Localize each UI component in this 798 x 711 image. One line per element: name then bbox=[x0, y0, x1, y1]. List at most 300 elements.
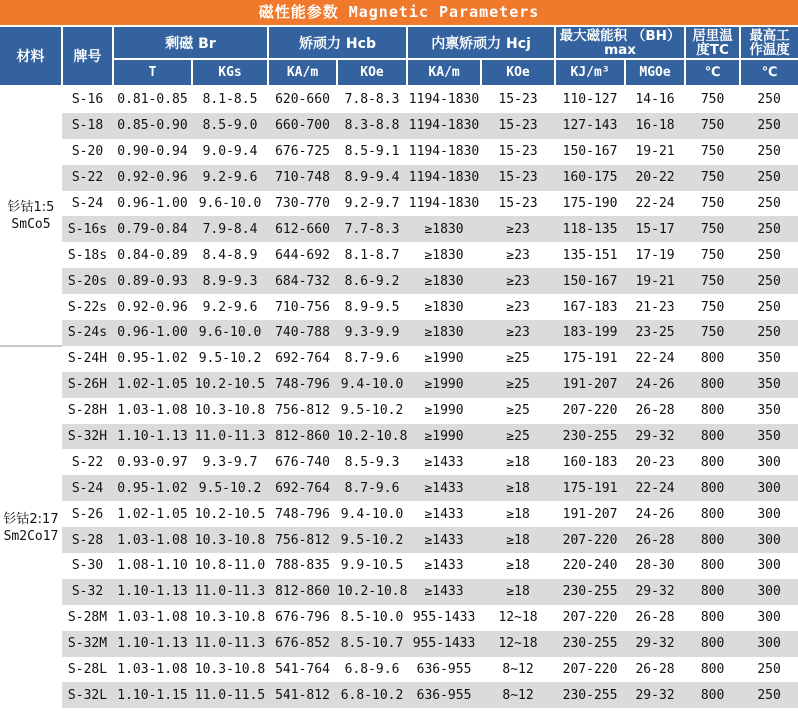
br-kgs-cell: 9.5-10.2 bbox=[192, 475, 268, 501]
max-working-temp-cell: 300 bbox=[740, 579, 798, 605]
br-kgs-cell: 10.2-10.5 bbox=[192, 372, 268, 398]
bhmax-mgoe-cell: 29-32 bbox=[625, 682, 685, 708]
curie-temp-cell: 800 bbox=[685, 527, 740, 553]
br-kgs-cell: 7.9-8.4 bbox=[192, 216, 268, 242]
max-working-temp-cell: 300 bbox=[740, 527, 798, 553]
hcj-koe-cell: 15-23 bbox=[498, 92, 538, 108]
bhmax-kjm3-cell: 183-199 bbox=[555, 320, 625, 346]
hcb-koe-cell: 9.4-10.0 bbox=[337, 372, 407, 398]
col-header-intrinsic-coercivity-hcj: 内禀矫顽力 Hcj bbox=[407, 27, 555, 59]
hcj-koe-cell: ≥18 bbox=[506, 454, 530, 470]
max-working-temp-cell: 300 bbox=[757, 454, 781, 470]
bhmax-kjm3-cell: 160-175 bbox=[555, 165, 625, 191]
max-working-temp-cell: 250 bbox=[740, 268, 798, 294]
hcj-koe-cell: 8~12 bbox=[502, 662, 534, 678]
br-t-cell: 0.95-1.02 bbox=[113, 475, 192, 501]
grade-cell: S-20 bbox=[71, 144, 104, 160]
hcb-kam-cell: 730-770 bbox=[275, 196, 330, 211]
hcb-koe-cell: 8.7-9.6 bbox=[344, 351, 400, 367]
grade-cell: S-18 bbox=[62, 113, 113, 139]
table-row bbox=[0, 113, 798, 139]
br-kgs-cell: 8.1-8.5 bbox=[202, 92, 258, 108]
bhmax-kjm3-cell: 207-220 bbox=[562, 610, 618, 626]
table-row bbox=[0, 139, 798, 165]
unit-hcb-kam: KA/m bbox=[268, 59, 337, 86]
curie-temp-cell: 800 bbox=[685, 475, 740, 501]
grade-cell: S-32M bbox=[62, 631, 113, 657]
grade-cell: S-16 bbox=[71, 92, 104, 108]
table-row bbox=[0, 475, 798, 501]
hcj-koe-cell: ≥23 bbox=[506, 247, 530, 263]
curie-temp-cell: 800 bbox=[700, 610, 725, 626]
table-row bbox=[0, 268, 798, 294]
unit-tesla: T bbox=[113, 59, 192, 86]
br-kgs-cell: 11.0-11.3 bbox=[192, 424, 268, 450]
bhmax-mgoe-cell: 29-32 bbox=[625, 579, 685, 605]
bhmax-mgoe-cell: 29-32 bbox=[625, 424, 685, 450]
br-t-cell: 0.95-1.02 bbox=[117, 351, 188, 367]
max-working-temp-cell: 250 bbox=[757, 247, 781, 263]
grade-cell: S-28M bbox=[67, 610, 108, 626]
curie-temp-cell: 800 bbox=[685, 631, 740, 657]
hcb-kam-cell: 740-788 bbox=[268, 320, 337, 346]
max-working-temp-cell: 250 bbox=[740, 682, 798, 708]
br-kgs-cell: 9.2-9.6 bbox=[192, 165, 268, 191]
br-kgs-cell: 8.4-8.9 bbox=[202, 247, 258, 263]
br-kgs-cell: 8.5-9.0 bbox=[192, 113, 268, 139]
br-t-cell: 0.85-0.90 bbox=[113, 113, 192, 139]
br-t-cell: 1.03-1.08 bbox=[117, 403, 188, 419]
unit-maxtemp-celsius: ℃ bbox=[740, 59, 798, 86]
hcj-kam-cell: ≥1433 bbox=[424, 558, 464, 574]
table-row bbox=[0, 320, 798, 346]
bhmax-kjm3-cell: 207-220 bbox=[562, 403, 618, 419]
bhmax-mgoe-cell: 19-21 bbox=[635, 144, 675, 160]
hcj-koe-cell: ≥23 bbox=[506, 299, 530, 315]
col-header-coercivity-hcb: 矫顽力 Hcb bbox=[268, 27, 407, 59]
hcb-koe-cell: 8.3-8.8 bbox=[337, 113, 407, 139]
table-row bbox=[0, 527, 798, 553]
br-t-cell: 1.02-1.05 bbox=[113, 372, 192, 398]
material-name-formula: Sm2Co17 bbox=[3, 528, 59, 544]
curie-temp-cell: 750 bbox=[700, 299, 725, 315]
hcj-koe-cell: 15-23 bbox=[481, 165, 555, 191]
table-title: 磁性能参数 Magnetic Parameters bbox=[0, 0, 798, 27]
hcb-koe-cell: 9.4-10.0 bbox=[340, 506, 404, 522]
hcj-kam-cell: ≥1830 bbox=[407, 320, 481, 346]
hcj-kam-cell: ≥1433 bbox=[407, 579, 481, 605]
bhmax-mgoe-cell: 28-30 bbox=[635, 558, 675, 574]
hcb-kam-cell: 684-732 bbox=[268, 268, 337, 294]
parameters-table bbox=[0, 27, 798, 708]
grade-cell: S-28 bbox=[62, 527, 113, 553]
curie-temp-cell: 750 bbox=[700, 247, 725, 263]
hcb-koe-cell: 6.8-9.6 bbox=[344, 662, 400, 678]
br-kgs-cell: 9.3-9.7 bbox=[202, 454, 258, 470]
hcb-koe-cell: 10.2-10.8 bbox=[337, 424, 407, 450]
hcj-kam-cell: ≥1990 bbox=[424, 403, 464, 419]
br-t-cell: 0.92-0.96 bbox=[113, 165, 192, 191]
curie-temp-cell: 800 bbox=[700, 351, 725, 367]
max-working-temp-cell: 350 bbox=[740, 372, 798, 398]
grade-cell: S-28L bbox=[67, 662, 108, 678]
bhmax-kjm3-cell: 150-167 bbox=[555, 268, 625, 294]
table-row bbox=[0, 216, 798, 242]
hcj-kam-cell: ≥1433 bbox=[424, 506, 464, 522]
br-kgs-cell: 10.3-10.8 bbox=[194, 610, 266, 626]
hcj-koe-cell: 12~18 bbox=[498, 610, 538, 626]
hcj-kam-cell: ≥1433 bbox=[424, 454, 464, 470]
hcj-kam-cell: ≥1433 bbox=[407, 475, 481, 501]
table-row bbox=[0, 398, 798, 424]
table-row bbox=[0, 165, 798, 191]
bhmax-mgoe-cell: 14-16 bbox=[635, 92, 675, 108]
br-t-cell: 0.93-0.97 bbox=[117, 454, 188, 470]
hcj-koe-cell: 8~12 bbox=[481, 682, 555, 708]
bhmax-kjm3-cell: 230-255 bbox=[555, 424, 625, 450]
hcb-kam-cell: 541-812 bbox=[268, 682, 337, 708]
hcj-kam-cell: 1194-1830 bbox=[407, 165, 481, 191]
hcj-koe-cell: ≥25 bbox=[481, 372, 555, 398]
bhmax-kjm3-cell: 175-190 bbox=[562, 196, 618, 211]
col-header-material: 材料 bbox=[0, 27, 62, 86]
grade-cell: S-32 bbox=[62, 579, 113, 605]
hcj-kam-cell: ≥1830 bbox=[407, 216, 481, 242]
hcb-kam-cell: 644-692 bbox=[275, 247, 330, 263]
br-t-cell: 0.89-0.93 bbox=[113, 268, 192, 294]
bhmax-kjm3-cell: 167-183 bbox=[562, 299, 618, 315]
hcb-kam-cell: 756-812 bbox=[275, 403, 330, 419]
col-header-remanence: 剩磁 Br bbox=[113, 27, 268, 59]
hcb-kam-cell: 612-660 bbox=[268, 216, 337, 242]
hcb-koe-cell: 9.5-10.2 bbox=[337, 527, 407, 553]
curie-temp-cell: 750 bbox=[700, 92, 725, 108]
hcj-kam-cell: ≥1433 bbox=[407, 527, 481, 553]
bhmax-mgoe-cell: 15-17 bbox=[625, 216, 685, 242]
bhmax-kjm3-cell: 207-220 bbox=[562, 662, 618, 678]
hcb-kam-cell: 710-756 bbox=[275, 299, 330, 315]
material-group-cell bbox=[0, 346, 62, 708]
bhmax-mgoe-cell: 22-24 bbox=[635, 196, 675, 211]
hcb-koe-cell: 10.2-10.8 bbox=[337, 579, 407, 605]
hcb-kam-cell: 676-852 bbox=[268, 631, 337, 657]
br-t-cell: 0.81-0.85 bbox=[117, 92, 188, 108]
bhmax-mgoe-cell: 17-19 bbox=[635, 247, 675, 263]
hcb-koe-cell: 8.5-9.3 bbox=[344, 454, 400, 470]
max-working-temp-cell: 300 bbox=[740, 631, 798, 657]
br-t-cell: 1.03-1.08 bbox=[117, 662, 188, 678]
grade-cell: S-24H bbox=[67, 351, 108, 367]
grade-cell: S-28H bbox=[67, 403, 108, 419]
grade-cell: S-18s bbox=[67, 247, 108, 263]
max-working-temp-cell: 300 bbox=[757, 558, 781, 574]
hcb-kam-cell: 756-812 bbox=[268, 527, 337, 553]
bhmax-mgoe-cell: 24-26 bbox=[625, 372, 685, 398]
bhmax-mgoe-cell: 26-28 bbox=[625, 527, 685, 553]
br-t-cell: 0.96-1.00 bbox=[113, 320, 192, 346]
hcb-kam-cell: 541-764 bbox=[275, 662, 330, 678]
col-header-max-working-temperature: 最高工 作温度 bbox=[740, 27, 798, 59]
bhmax-mgoe-cell: 21-23 bbox=[635, 299, 675, 315]
hcj-kam-cell: 1194-1830 bbox=[407, 113, 481, 139]
bhmax-kjm3-cell: 175-191 bbox=[562, 351, 618, 367]
br-t-cell: 0.79-0.84 bbox=[113, 216, 192, 242]
bhmax-kjm3-cell: 160-183 bbox=[562, 454, 618, 470]
curie-temp-cell: 800 bbox=[700, 506, 725, 522]
max-working-temp-cell: 250 bbox=[740, 113, 798, 139]
hcj-kam-cell: ≥1990 bbox=[407, 424, 481, 450]
col-header-grade: 牌号 bbox=[62, 27, 113, 86]
hcj-kam-cell: 955-1433 bbox=[412, 610, 476, 626]
hcb-koe-cell: 7.8-8.3 bbox=[344, 92, 400, 108]
br-kgs-cell: 9.2-9.6 bbox=[202, 299, 258, 315]
hcj-koe-cell: 15-23 bbox=[498, 196, 538, 211]
br-kgs-cell: 9.6-10.0 bbox=[198, 196, 262, 211]
table-row bbox=[0, 86, 798, 113]
bhmax-kjm3-cell: 230-255 bbox=[555, 682, 625, 708]
hcj-kam-cell: ≥1830 bbox=[424, 247, 464, 263]
curie-temp-cell: 750 bbox=[685, 268, 740, 294]
bhmax-mgoe-cell: 22-24 bbox=[625, 475, 685, 501]
curie-temp-cell: 800 bbox=[685, 579, 740, 605]
max-working-temp-cell: 250 bbox=[740, 165, 798, 191]
hcb-koe-cell: 8.5-9.1 bbox=[344, 144, 400, 160]
hcj-kam-cell: 955-1433 bbox=[407, 631, 481, 657]
hcj-koe-cell: ≥25 bbox=[481, 424, 555, 450]
material-name-cn: 钐钴2:17 bbox=[3, 511, 59, 527]
curie-temp-cell: 750 bbox=[685, 320, 740, 346]
hcb-koe-cell: 6.8-10.2 bbox=[337, 682, 407, 708]
br-t-cell: 0.90-0.94 bbox=[117, 144, 188, 160]
grade-cell: S-22 bbox=[62, 165, 113, 191]
bhmax-mgoe-cell: 19-21 bbox=[625, 268, 685, 294]
curie-temp-cell: 800 bbox=[700, 662, 725, 678]
hcj-kam-cell: ≥1830 bbox=[424, 299, 464, 315]
br-kgs-cell: 11.0-11.3 bbox=[192, 631, 268, 657]
grade-cell: S-16s bbox=[62, 216, 113, 242]
unit-kjm3: KJ/m³ bbox=[555, 59, 625, 86]
table-row bbox=[0, 682, 798, 708]
br-t-cell: 0.84-0.89 bbox=[117, 247, 188, 263]
hcj-koe-cell: ≥18 bbox=[481, 475, 555, 501]
grade-cell: S-32H bbox=[62, 424, 113, 450]
max-working-temp-cell: 250 bbox=[740, 216, 798, 242]
bhmax-kjm3-cell: 207-220 bbox=[555, 527, 625, 553]
br-t-cell: 1.03-1.08 bbox=[113, 527, 192, 553]
hcj-kam-cell: ≥1990 bbox=[407, 372, 481, 398]
hcj-kam-cell: ≥1990 bbox=[424, 351, 464, 367]
hcb-koe-cell: 8.1-8.7 bbox=[344, 247, 400, 263]
unit-curie-celsius: ℃ bbox=[685, 59, 740, 86]
bhmax-kjm3-cell: 135-151 bbox=[562, 247, 618, 263]
br-t-cell: 1.02-1.05 bbox=[117, 506, 188, 522]
table-row bbox=[0, 242, 798, 268]
grade-cell: S-30 bbox=[71, 558, 104, 574]
bhmax-kjm3-cell: 118-135 bbox=[555, 216, 625, 242]
br-t-cell: 0.92-0.96 bbox=[117, 299, 188, 315]
br-t-cell: 1.10-1.13 bbox=[113, 424, 192, 450]
col-header-curie-temperature: 居里温 度TC bbox=[685, 27, 740, 59]
hcb-koe-cell: 8.5-10.7 bbox=[337, 631, 407, 657]
curie-temp-cell: 800 bbox=[700, 454, 725, 470]
br-kgs-cell: 10.8-11.0 bbox=[194, 558, 266, 574]
hcb-kam-cell: 692-764 bbox=[268, 475, 337, 501]
unit-hcb-koe: KOe bbox=[337, 59, 407, 86]
hcj-koe-cell: ≥18 bbox=[506, 506, 530, 522]
hcb-kam-cell: 748-796 bbox=[275, 506, 330, 522]
grade-cell: S-24 bbox=[71, 196, 104, 211]
bhmax-mgoe-cell: 29-32 bbox=[625, 631, 685, 657]
table-row bbox=[0, 346, 798, 372]
table-row bbox=[0, 191, 798, 217]
grade-cell: S-22s bbox=[67, 299, 108, 315]
bhmax-kjm3-cell: 110-127 bbox=[562, 92, 618, 108]
curie-temp-cell: 750 bbox=[685, 113, 740, 139]
hcj-koe-cell: ≥18 bbox=[481, 579, 555, 605]
table-row bbox=[0, 657, 798, 683]
br-t-cell: 1.03-1.08 bbox=[117, 610, 188, 626]
max-working-temp-cell: 350 bbox=[740, 424, 798, 450]
hcj-koe-cell: 12~18 bbox=[481, 631, 555, 657]
hcb-kam-cell: 660-700 bbox=[268, 113, 337, 139]
br-kgs-cell: 10.3-10.8 bbox=[194, 403, 266, 419]
curie-temp-cell: 800 bbox=[700, 558, 725, 574]
grade-cell: S-20s bbox=[62, 268, 113, 294]
hcb-kam-cell: 812-860 bbox=[268, 579, 337, 605]
table-row bbox=[0, 424, 798, 450]
br-t-cell: 0.96-1.00 bbox=[117, 196, 188, 211]
table-row bbox=[0, 605, 798, 631]
bhmax-kjm3-cell: 230-255 bbox=[555, 631, 625, 657]
hcb-koe-cell: 8.9-9.5 bbox=[344, 299, 400, 315]
curie-temp-cell: 750 bbox=[700, 144, 725, 160]
br-kgs-cell: 9.0-9.4 bbox=[202, 144, 258, 160]
hcb-kam-cell: 812-860 bbox=[268, 424, 337, 450]
max-working-temp-cell: 250 bbox=[757, 662, 781, 678]
table-header bbox=[0, 27, 798, 86]
max-working-temp-cell: 300 bbox=[740, 475, 798, 501]
bhmax-kjm3-cell: 127-143 bbox=[555, 113, 625, 139]
hcj-kam-cell: 1194-1830 bbox=[408, 92, 480, 108]
table-row bbox=[0, 449, 798, 475]
hcb-koe-cell: 8.7-9.6 bbox=[337, 475, 407, 501]
bhmax-kjm3-cell: 220-240 bbox=[562, 558, 618, 574]
br-kgs-cell: 11.0-11.3 bbox=[192, 579, 268, 605]
table-row bbox=[0, 579, 798, 605]
hcb-koe-cell: 9.9-10.5 bbox=[340, 558, 404, 574]
unit-hcj-kam: KA/m bbox=[407, 59, 481, 86]
hcb-koe-cell: 8.9-9.4 bbox=[337, 165, 407, 191]
grade-cell: S-24s bbox=[62, 320, 113, 346]
hcj-koe-cell: ≥23 bbox=[481, 216, 555, 242]
curie-temp-cell: 800 bbox=[685, 424, 740, 450]
hcj-koe-cell: 15-23 bbox=[481, 113, 555, 139]
max-working-temp-cell: 350 bbox=[757, 403, 781, 419]
max-working-temp-cell: 250 bbox=[757, 92, 781, 108]
table-row bbox=[0, 631, 798, 657]
bhmax-mgoe-cell: 26-28 bbox=[635, 662, 675, 678]
hcb-kam-cell: 748-796 bbox=[268, 372, 337, 398]
br-t-cell: 1.08-1.10 bbox=[117, 558, 188, 574]
br-kgs-cell: 10.2-10.5 bbox=[194, 506, 266, 522]
curie-temp-cell: 750 bbox=[700, 196, 725, 211]
bhmax-mgoe-cell: 22-24 bbox=[635, 351, 675, 367]
bhmax-kjm3-cell: 175-191 bbox=[555, 475, 625, 501]
grade-cell: S-26H bbox=[62, 372, 113, 398]
curie-temp-cell: 800 bbox=[685, 682, 740, 708]
br-kgs-cell: 8.9-9.3 bbox=[192, 268, 268, 294]
hcj-kam-cell: 636-955 bbox=[407, 682, 481, 708]
grade-cell: S-24 bbox=[62, 475, 113, 501]
hcb-kam-cell: 676-740 bbox=[275, 454, 330, 470]
material-name-cn: 钐钴1:5 bbox=[7, 199, 55, 215]
hcj-koe-cell: ≥18 bbox=[506, 558, 530, 574]
hcj-koe-cell: ≥23 bbox=[481, 320, 555, 346]
col-header-max-energy-product: 最大磁能积 （BH） max bbox=[555, 27, 685, 59]
br-kgs-cell: 11.0-11.5 bbox=[192, 682, 268, 708]
br-t-cell: 1.10-1.15 bbox=[113, 682, 192, 708]
hcj-kam-cell: 1194-1830 bbox=[408, 196, 480, 211]
grade-cell: S-26 bbox=[71, 506, 104, 522]
max-working-temp-cell: 300 bbox=[757, 506, 781, 522]
curie-temp-cell: 800 bbox=[700, 403, 725, 419]
curie-temp-cell: 750 bbox=[685, 165, 740, 191]
unit-mgoe: MGOe bbox=[625, 59, 685, 86]
hcb-kam-cell: 620-660 bbox=[275, 92, 330, 108]
bhmax-kjm3-cell: 191-207 bbox=[555, 372, 625, 398]
hcj-koe-cell: 15-23 bbox=[498, 144, 538, 160]
hcj-koe-cell: ≥25 bbox=[506, 403, 530, 419]
grade-cell: S-32L bbox=[62, 682, 113, 708]
hcb-koe-cell: 9.2-9.7 bbox=[344, 196, 400, 211]
br-kgs-cell: 9.5-10.2 bbox=[198, 351, 262, 367]
table-row bbox=[0, 501, 798, 527]
bhmax-mgoe-cell: 20-22 bbox=[625, 165, 685, 191]
hcb-koe-cell: 8.6-9.2 bbox=[337, 268, 407, 294]
table-row bbox=[0, 294, 798, 320]
hcb-kam-cell: 676-725 bbox=[275, 144, 330, 160]
hcb-kam-cell: 692-764 bbox=[275, 351, 330, 367]
max-working-temp-cell: 250 bbox=[757, 144, 781, 160]
unit-hcj-koe: KOe bbox=[481, 59, 555, 86]
curie-temp-cell: 800 bbox=[685, 372, 740, 398]
br-kgs-cell: 10.3-10.8 bbox=[194, 662, 266, 678]
hcj-kam-cell: 1194-1830 bbox=[408, 144, 480, 160]
curie-temp-cell: 750 bbox=[685, 216, 740, 242]
hcb-kam-cell: 710-748 bbox=[268, 165, 337, 191]
unit-kgs: KGs bbox=[192, 59, 268, 86]
hcj-koe-cell: ≥25 bbox=[506, 351, 530, 367]
table-row bbox=[0, 372, 798, 398]
bhmax-mgoe-cell: 23-25 bbox=[625, 320, 685, 346]
grade-cell: S-22 bbox=[71, 454, 104, 470]
table-row bbox=[0, 553, 798, 579]
hcb-kam-cell: 788-835 bbox=[275, 558, 330, 574]
hcj-kam-cell: 636-955 bbox=[416, 662, 472, 678]
hcb-koe-cell: 9.5-10.2 bbox=[340, 403, 404, 419]
hcb-koe-cell: 8.5-10.0 bbox=[340, 610, 404, 626]
hcb-koe-cell: 9.3-9.9 bbox=[337, 320, 407, 346]
max-working-temp-cell: 300 bbox=[757, 610, 781, 626]
max-working-temp-cell: 350 bbox=[757, 351, 781, 367]
hcj-koe-cell: ≥23 bbox=[481, 268, 555, 294]
table-body bbox=[0, 86, 798, 708]
bhmax-kjm3-cell: 150-167 bbox=[562, 144, 618, 160]
material-name-formula: SmCo5 bbox=[11, 216, 51, 232]
br-kgs-cell: 10.3-10.8 bbox=[192, 527, 268, 553]
bhmax-kjm3-cell: 230-255 bbox=[555, 579, 625, 605]
br-kgs-cell: 9.6-10.0 bbox=[192, 320, 268, 346]
